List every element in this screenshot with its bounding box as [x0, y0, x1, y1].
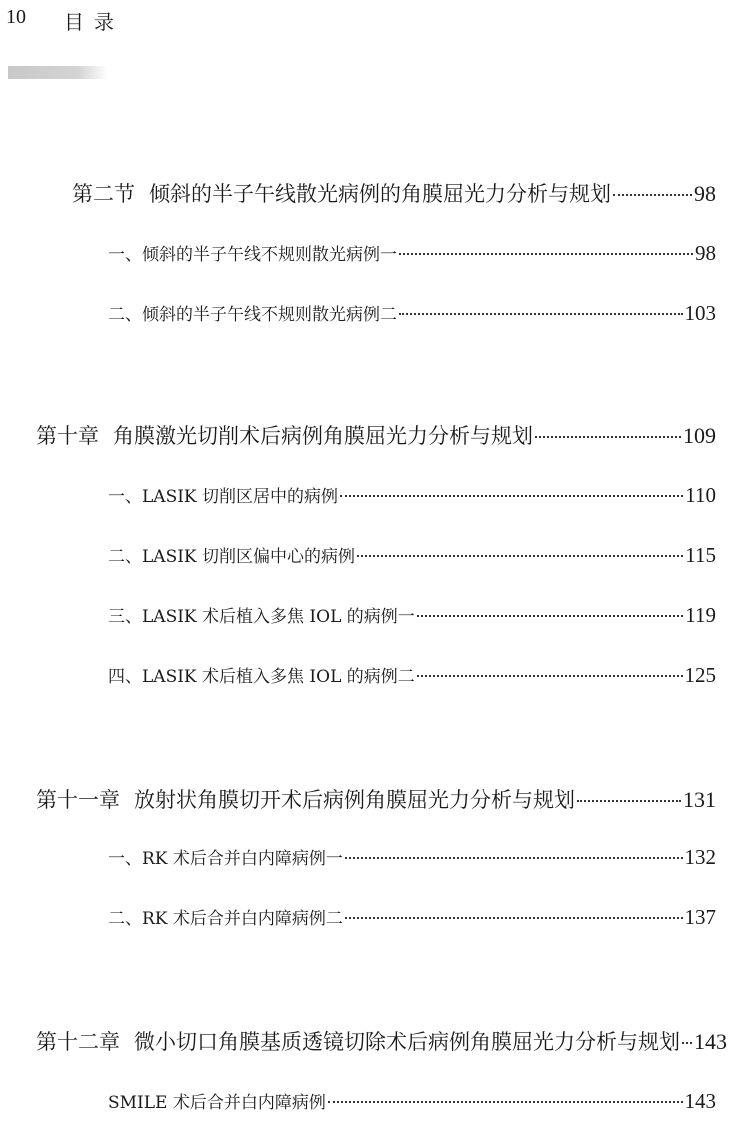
toc-title: 微小切口角膜基质透镜切除术后病例角膜屈光力分析与规划 — [134, 1030, 680, 1054]
toc-subsection-entry[interactable] — [108, 542, 716, 568]
toc-subsection-entry[interactable] — [108, 1088, 716, 1114]
toc-subsection-entry[interactable] — [108, 240, 716, 266]
toc-page-number: 143 — [694, 1029, 727, 1054]
toc-page-number: 98 — [694, 181, 716, 206]
toc-subsection-entry[interactable] — [108, 844, 716, 870]
toc-title: 二、RK 术后合并白内障病例二 — [108, 909, 343, 929]
toc-page-number: 125 — [684, 663, 716, 687]
toc-title: 二、倾斜的半子午线不规则散光病例二 — [108, 305, 397, 325]
toc-title: SMILE 术后合并白内障病例 — [108, 1093, 326, 1113]
dot-leader — [345, 857, 683, 859]
dot-leader — [613, 194, 692, 196]
toc-prefix: 第十二章 — [36, 1030, 120, 1054]
toc-title: 放射状角膜切开术后病例角膜屈光力分析与规划 — [134, 788, 575, 812]
toc-page-number: 119 — [685, 603, 716, 627]
toc-prefix: 第十一章 — [36, 788, 120, 812]
toc-subsection-entry[interactable] — [108, 904, 716, 930]
toc-title: 一、RK 术后合并白内障病例一 — [108, 849, 343, 869]
toc-subsection-entry[interactable] — [108, 482, 716, 508]
toc-page-number: 115 — [685, 543, 716, 567]
dot-leader — [535, 436, 681, 438]
dot-leader — [577, 800, 681, 802]
toc-page-number: 131 — [683, 787, 716, 812]
toc-title: 倾斜的半子午线散光病例的角膜屈光力分析与规划 — [149, 182, 611, 206]
header-title: 目录 — [64, 10, 124, 34]
toc-page-number: 109 — [683, 423, 716, 448]
toc-page-number: 132 — [684, 845, 716, 869]
dot-leader — [399, 253, 693, 255]
toc-subsection-entry[interactable] — [108, 602, 716, 628]
header-decoration-bar — [8, 66, 108, 79]
dot-leader — [399, 313, 683, 315]
toc-page-number: 98 — [695, 241, 716, 265]
toc-title: 角膜激光切削术后病例角膜屈光力分析与规划 — [113, 424, 533, 448]
toc-page-number: 137 — [684, 905, 716, 929]
toc-title: 一、LASIK 切削区居中的病例 — [108, 487, 339, 507]
toc-chapter-entry[interactable] — [36, 420, 716, 450]
dot-leader — [328, 1101, 683, 1103]
toc-title: 四、LASIK 术后植入多焦 IOL 的病例二 — [108, 667, 415, 687]
toc-title: 一、倾斜的半子午线不规则散光病例一 — [108, 245, 397, 265]
toc-page-number: 110 — [685, 483, 716, 507]
dot-leader — [357, 555, 683, 557]
toc-chapter-entry[interactable] — [36, 1026, 727, 1056]
toc-title: 二、LASIK 切削区偏中心的病例 — [108, 547, 356, 567]
toc-subsection-entry[interactable] — [108, 662, 716, 688]
dot-leader — [682, 1042, 692, 1044]
page-number: 10 — [6, 6, 26, 28]
toc-page-number: 103 — [684, 301, 716, 325]
dot-leader — [340, 495, 683, 497]
toc-title: 三、LASIK 术后植入多焦 IOL 的病例一 — [108, 607, 415, 627]
dot-leader — [345, 917, 683, 919]
toc-section-entry[interactable] — [72, 178, 716, 208]
toc-prefix: 第十章 — [36, 424, 99, 448]
dot-leader — [417, 615, 683, 617]
toc-chapter-entry[interactable] — [36, 784, 716, 814]
toc-prefix: 第二节 — [72, 182, 135, 206]
dot-leader — [417, 675, 683, 677]
toc-page-number: 143 — [684, 1089, 716, 1113]
toc-subsection-entry[interactable] — [108, 300, 716, 326]
